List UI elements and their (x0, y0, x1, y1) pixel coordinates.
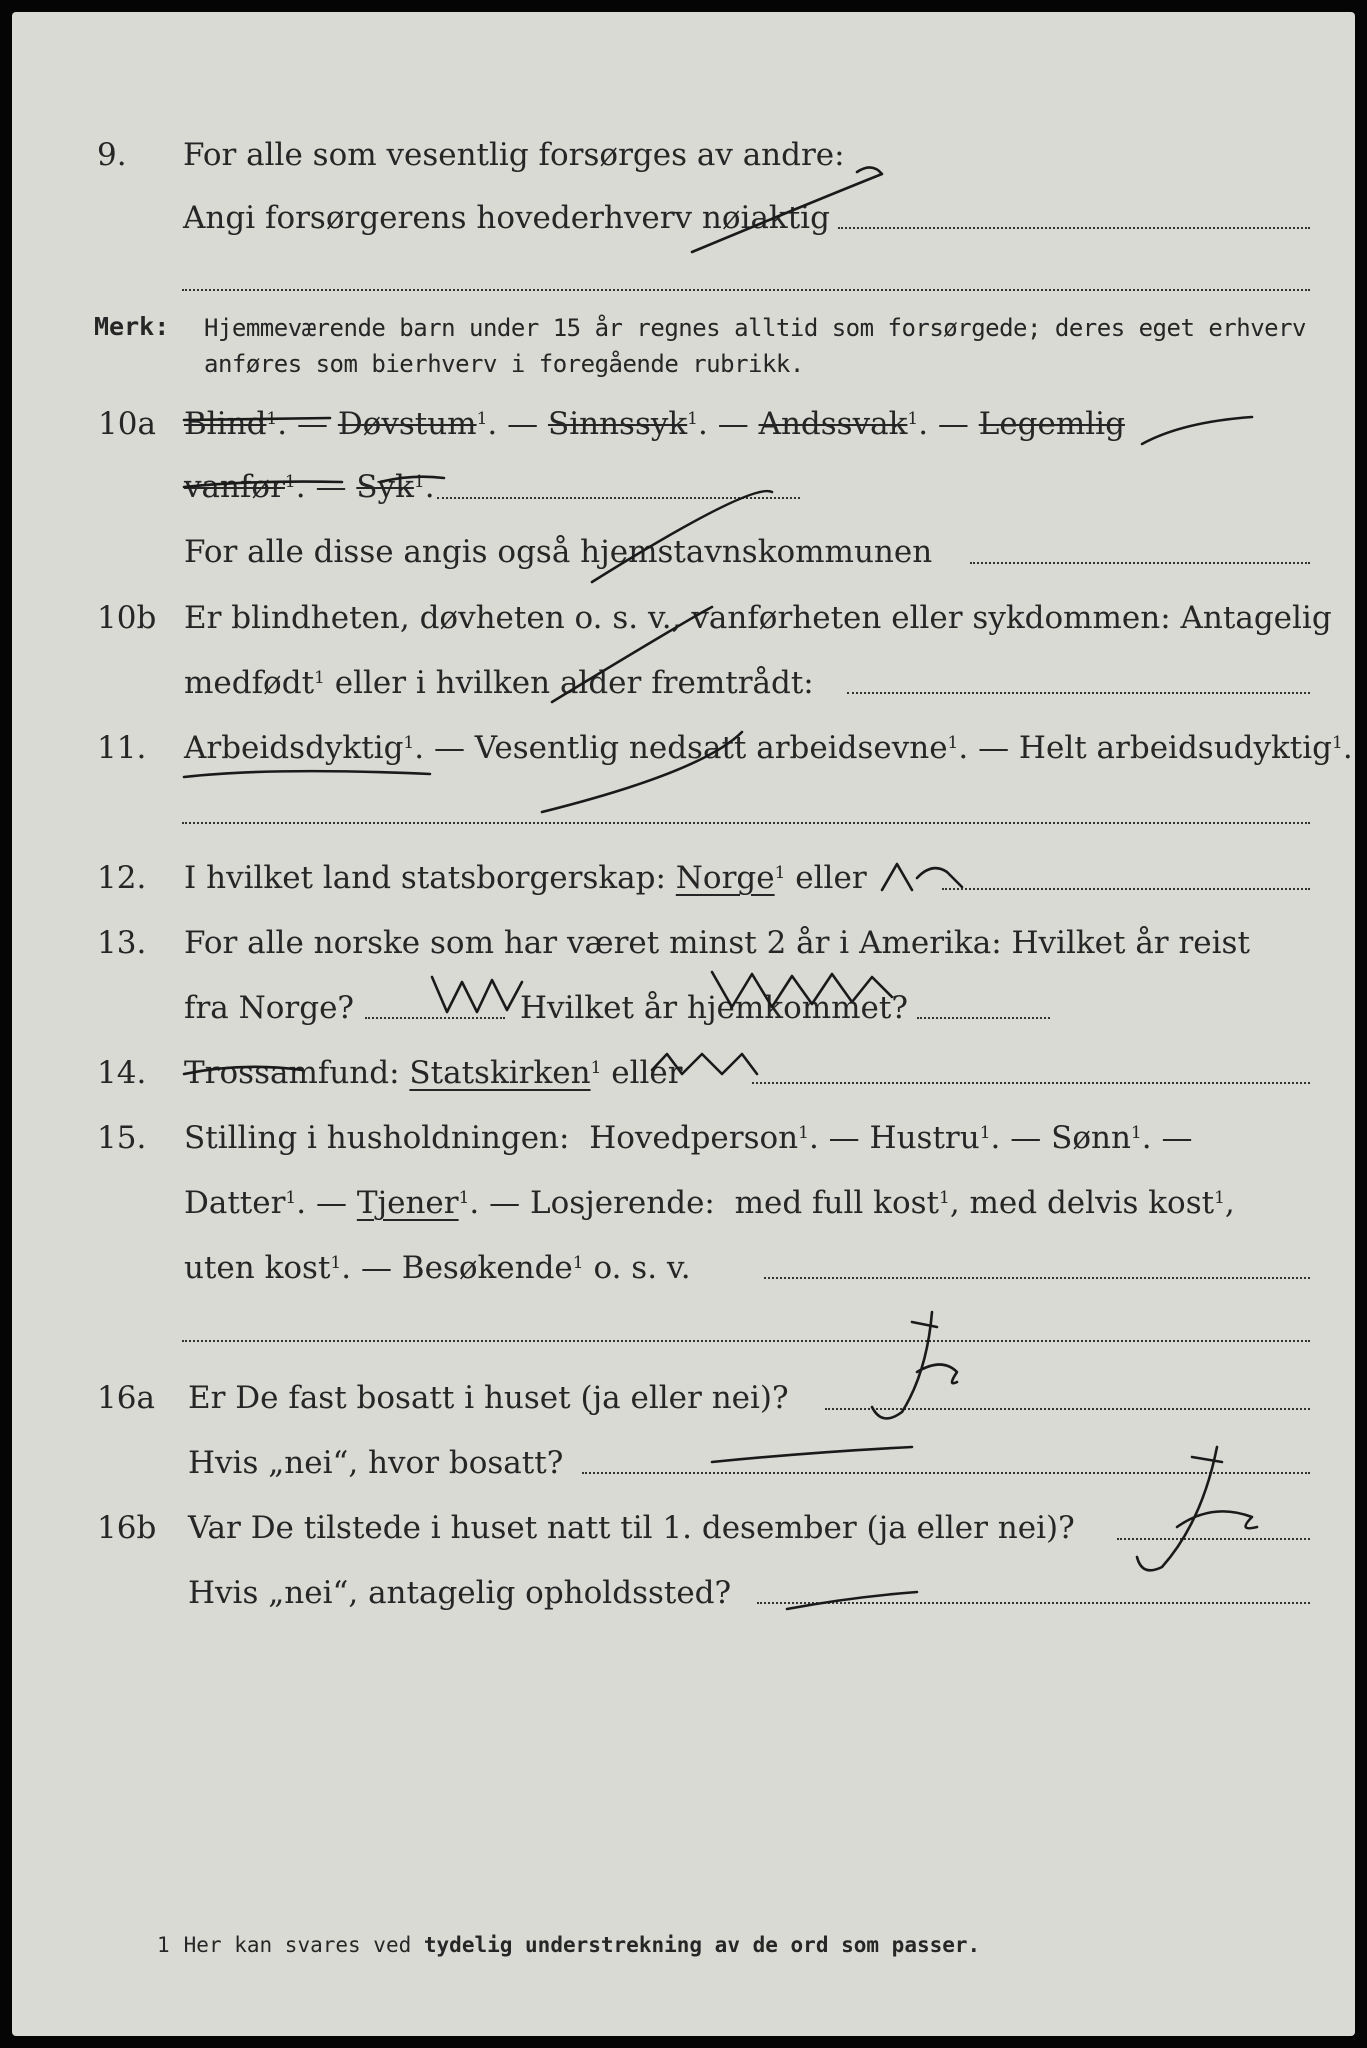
opt-legemlig: Legemlig (978, 406, 1125, 442)
q16b-ja-answer (1137, 1447, 1257, 1570)
q16a-dash (712, 1447, 912, 1462)
q16b-answer-line (1117, 1538, 1310, 1540)
q15-line3: uten kost$^1$. — Besøkende$^1$ o. s. v. (184, 1250, 691, 1286)
q10b-line2: medfødt$^1$ eller i hvilken alder fremtrådt: (184, 665, 814, 701)
q10a-line3: For alle disse angis også hjemstavnskommunen (184, 534, 933, 570)
q10a-hjemstavn-line (970, 562, 1310, 564)
opt-dovstum: Døvstum (337, 406, 477, 442)
q12-norge: Norge (675, 860, 775, 896)
footnote: 1 Her kan svares ved tydelig understrekning av de ord som passer. (157, 1933, 981, 1957)
q9-answer-line2 (182, 289, 1310, 291)
q14-answer-line (752, 1082, 1310, 1084)
q14-text: Trossamfund: Statskirken$^1$ eller (184, 1055, 683, 1091)
q10a-options2: vanfør$^1$. — Syk$^1$. (184, 469, 435, 505)
q16a-ja-answer (872, 1312, 957, 1418)
q11-answer-line (182, 822, 1310, 824)
q9-answer-line (838, 227, 1310, 229)
q11-number: 11. (97, 730, 147, 766)
q16b-dash (787, 1592, 917, 1609)
q10b-answer-line (847, 692, 1310, 694)
q16a-answer-line (825, 1408, 1310, 1410)
q10b-number: 10b (97, 600, 157, 636)
q15-line1: Stilling i husholdningen: Hovedperson$^1$. — Hustru$^1$. — Sønn$^1$. — (184, 1120, 1193, 1156)
q16a-number: 16a (97, 1380, 155, 1416)
q12-answer-line (942, 888, 1310, 890)
q11-underline (184, 771, 430, 777)
q11-arbeidsdyktig: Arbeidsdyktig (184, 730, 404, 766)
q16b-line1: Var De tilstede i huset natt til 1. desember (ja eller nei)? (188, 1510, 1075, 1546)
census-form-page (12, 12, 1355, 2036)
q16a-line2: Hvis „nei“, hvor bosatt? (188, 1445, 564, 1481)
q12-number: 12. (97, 860, 147, 896)
opt-syk: Syk (356, 469, 414, 505)
q15-answer-line (764, 1277, 1310, 1279)
q9-number: 9. (97, 137, 127, 173)
q12-text: I hvilket land statsborgerskap: Norge$^1$ eller (184, 860, 867, 896)
q16b-number: 16b (97, 1510, 157, 1546)
q11-text: Arbeidsdyktig$^1$. — Vesentlig nedsatt arbeidsevne$^1$. — Helt arbeidsudyktig$^1$. (184, 730, 1353, 766)
q10a-options: Blind$^1$. — Døvstum$^1$. — Sinnssyk$^1$. — Andssvak$^1$. — Legemlig (184, 406, 1125, 442)
q15-tjener: Tjener (356, 1185, 459, 1221)
merk-label: Merk: (94, 312, 170, 341)
q13-line1: For alle norske som har været minst 2 år i Amerika: Hvilket år reist (184, 925, 1250, 961)
q16b-line2: Hvis „nei“, antagelig opholdssted? (188, 1575, 732, 1611)
q16a-bosatt-line (582, 1472, 1310, 1474)
q15-number: 15. (97, 1120, 147, 1156)
q9-line1: For alle som vesentlig forsørges av andre: (183, 137, 845, 173)
q15-answer-line2 (182, 1340, 1310, 1342)
q16b-opphold-line (757, 1602, 1310, 1604)
opt-vanfor: vanfør (184, 469, 285, 505)
opt-blind: Blind (184, 406, 267, 442)
q14-number: 14. (97, 1055, 147, 1091)
q12-answer-scribble (882, 864, 962, 890)
q13-number: 13. (97, 925, 147, 961)
q13-hjem-line (917, 1017, 1050, 1019)
q10b-line1: Er blindheten, døvheten o. s. v., vanførheten eller sykdommen: Antagelig (184, 600, 1332, 636)
merk-line1: Hjemmeværende barn under 15 år regnes alltid som forsørgede; deres eget erhverv (204, 314, 1306, 342)
q14-statskirken: Statskirken (409, 1055, 591, 1091)
q15-line2: Datter$^1$. — Tjener$^1$. — Losjerende: med full kost$^1$, med delvis kost$^1$, (184, 1185, 1235, 1221)
q13-reist-scribble (432, 977, 522, 1012)
q10a-answer-line (437, 497, 800, 499)
q13-line2a: fra Norge? (184, 990, 355, 1026)
opt-sinnssyk: Sinnssyk (547, 406, 688, 442)
opt-andssvak: Andssvak (758, 406, 908, 442)
q13-reist-line (365, 1017, 505, 1019)
q13-line2b: Hvilket år hjemkommet? (520, 990, 908, 1026)
q16a-line1: Er De fast bosatt i huset (ja eller nei)? (188, 1380, 789, 1416)
q10a-legemlig-strike (1142, 417, 1252, 444)
merk-line2: anføres som bierhverv i foregående rubrikk. (204, 350, 804, 378)
q9-line2: Angi forsørgerens hovederhverv nøiaktig (183, 200, 830, 236)
q10a-number: 10a (98, 406, 156, 442)
